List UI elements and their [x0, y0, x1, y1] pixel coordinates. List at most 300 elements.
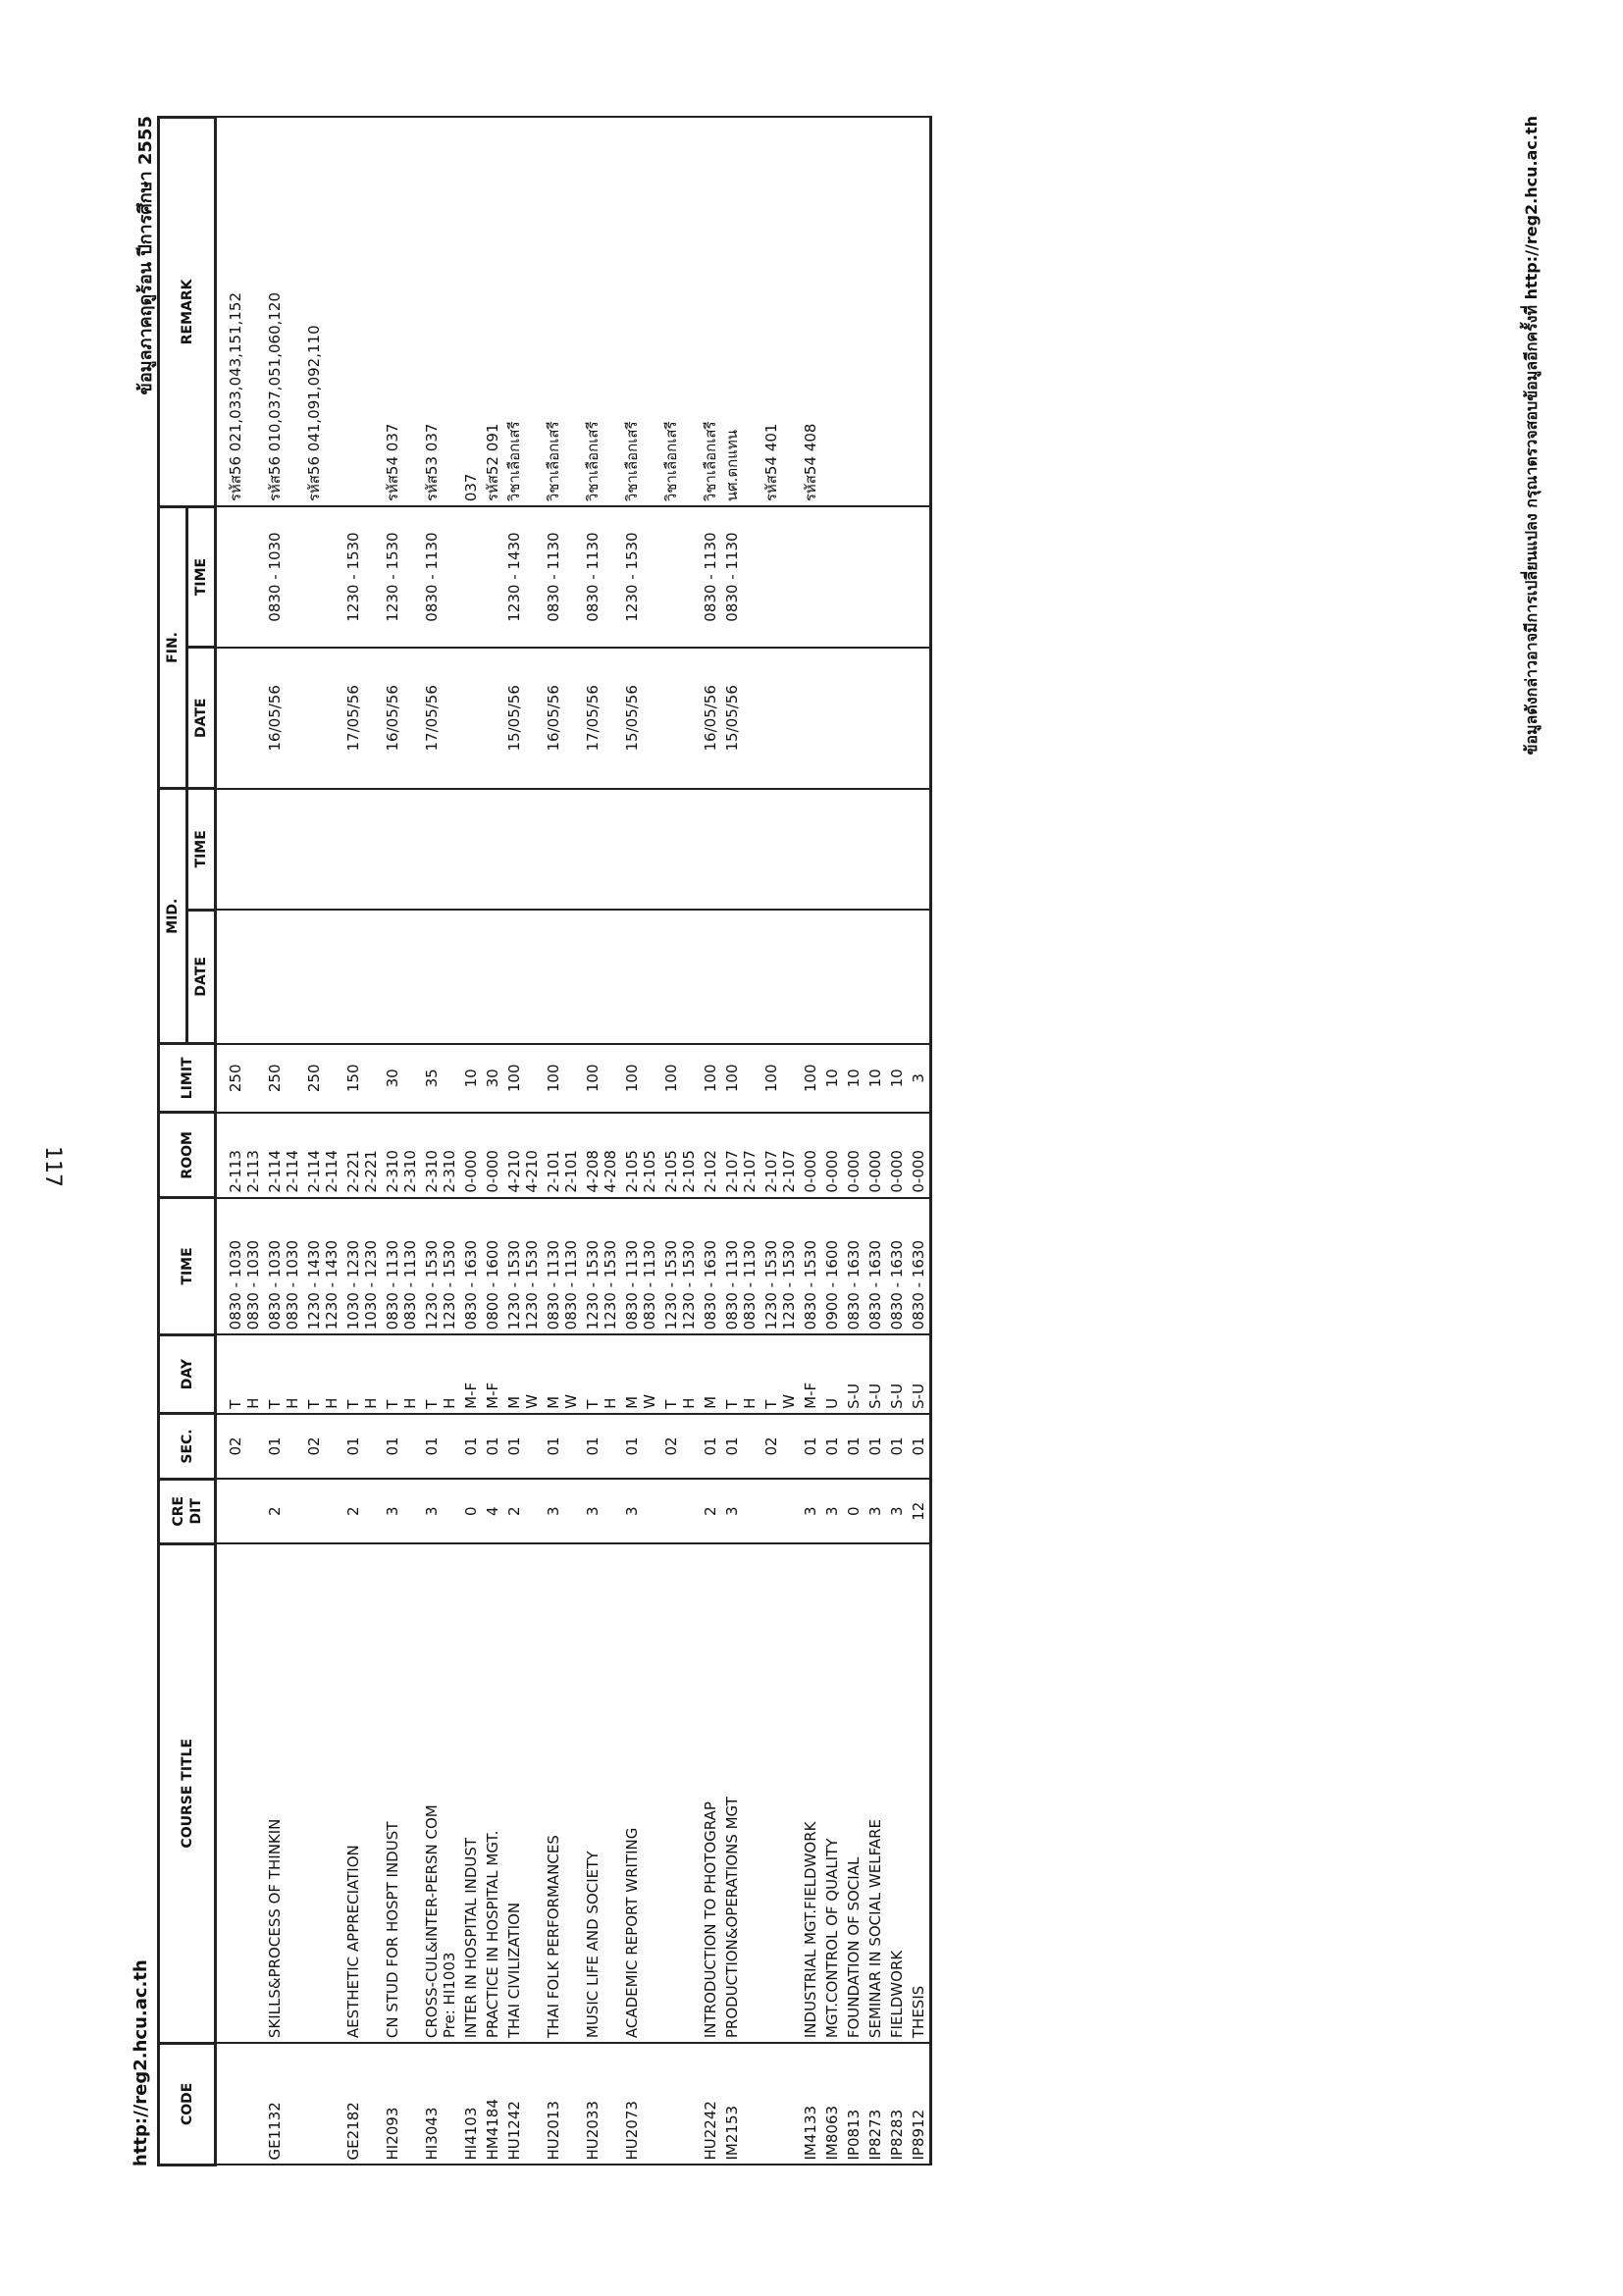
- cell-room-line: 2-221: [362, 1150, 380, 1193]
- cell-code: HU2073: [621, 2043, 660, 2165]
- cell-mid-date: [543, 910, 582, 1044]
- cell-day-line: W: [780, 1394, 798, 1409]
- cell-mid-time: [864, 789, 886, 910]
- cell-day-line: H: [680, 1397, 698, 1409]
- cell-day: [582, 1334, 621, 1414]
- cell-remark: [342, 118, 382, 507]
- cell-credit: 3: [821, 1479, 843, 1543]
- table-row: [216, 118, 265, 2166]
- page-number: 117: [40, 1146, 65, 1187]
- cell-sec: 01: [503, 1414, 543, 1479]
- cell-day: [700, 1334, 721, 1414]
- cell-mid-time: [543, 789, 582, 910]
- cell-time-line: 0830 - 1130: [641, 1240, 658, 1331]
- cell-limit: 10: [460, 1044, 482, 1113]
- cell-time-line: 0830 - 1530: [802, 1240, 819, 1331]
- cell-room: [864, 1113, 886, 1198]
- cell-mid-date: [382, 910, 421, 1044]
- cell-time: [421, 1198, 460, 1335]
- cell-remark: รหัส53 037: [421, 118, 460, 507]
- cell-fin-time: [660, 506, 700, 648]
- cell-title: AESTHETIC APPRECIATION: [342, 1543, 382, 2043]
- cell-fin-time: [886, 506, 908, 648]
- cell-time: [482, 1198, 503, 1335]
- cell-room: [382, 1113, 421, 1198]
- cell-code: IM8063: [821, 2043, 843, 2165]
- cell-mid-date: [886, 910, 908, 1044]
- cell-time-line: 1030 - 1230: [344, 1240, 362, 1331]
- cell-day-line: S-U: [888, 1383, 906, 1409]
- cell-time-line: 0830 - 1630: [845, 1240, 863, 1331]
- table-body: [216, 118, 931, 2166]
- cell-title: INTRODUCTION TO PHOTOGRAP: [700, 1543, 721, 2043]
- cell-day-line: T: [584, 1399, 602, 1409]
- cell-day-line: T: [266, 1399, 284, 1409]
- cell-room-line: 2-107: [762, 1150, 780, 1193]
- table-row: [503, 118, 543, 2166]
- cell-remark: วิชาเลือกเสรี: [582, 118, 621, 507]
- cell-room: [264, 1113, 303, 1198]
- cell-remark: วิชาเลือกเสรี: [503, 118, 543, 507]
- cell-day: [908, 1334, 931, 1414]
- cell-time-line: 0830 - 1130: [741, 1240, 759, 1331]
- cell-room-line: 2-310: [384, 1150, 401, 1193]
- cell-sec: 01: [460, 1414, 482, 1479]
- cell-credit: 3: [886, 1479, 908, 1543]
- cell-time-line: 0830 - 1630: [910, 1240, 927, 1331]
- table-row: [821, 118, 843, 2166]
- cell-time-line: 1230 - 1530: [505, 1240, 523, 1331]
- cell-mid-time: [482, 789, 503, 910]
- header-url[interactable]: http://reg2.hcu.ac.th: [131, 1959, 151, 2166]
- cell-credit: 3: [582, 1479, 621, 1543]
- cell-credit: 2: [503, 1479, 543, 1543]
- cell-title: [303, 1543, 342, 2043]
- cell-fin-time: [821, 506, 843, 648]
- cell-time: [800, 1198, 821, 1335]
- cell-remark: รหัส54 408: [800, 118, 821, 507]
- cell-room: [843, 1113, 864, 1198]
- cell-mid-time: [503, 789, 543, 910]
- cell-limit: 100: [800, 1044, 821, 1113]
- cell-fin-date: 17/05/56: [582, 648, 621, 789]
- cell-room-line: 2-310: [423, 1150, 441, 1193]
- cell-mid-date: [216, 910, 265, 1044]
- cell-remark: รหัส56 010,037,051,060,120: [264, 118, 303, 507]
- cell-time-line: 0830 - 1130: [384, 1240, 401, 1331]
- cell-room-line: 2-107: [723, 1150, 741, 1193]
- cell-sec: 01: [886, 1414, 908, 1479]
- cell-day: [660, 1334, 700, 1414]
- cell-day-line: M-F: [484, 1382, 501, 1409]
- cell-day-line: S-U: [910, 1383, 927, 1409]
- cell-room-line: 2-113: [227, 1150, 244, 1193]
- col-code: CODE: [159, 2043, 216, 2165]
- cell-sec: 01: [821, 1414, 843, 1479]
- cell-time-line: 0830 - 1630: [702, 1240, 719, 1331]
- cell-credit: 3: [421, 1479, 460, 1543]
- table-row: [800, 118, 821, 2166]
- table-row: [582, 118, 621, 2166]
- cell-code: HU2033: [582, 2043, 621, 2165]
- cell-time-line: 0800 - 1600: [484, 1240, 501, 1331]
- cell-limit: 10: [821, 1044, 843, 1113]
- cell-fin-time: [303, 506, 342, 648]
- cell-time-line: 0830 - 1030: [266, 1240, 284, 1331]
- cell-sec: 02: [660, 1414, 700, 1479]
- cell-room-line: 2-105: [662, 1150, 680, 1193]
- cell-mid-time: [660, 789, 700, 910]
- cell-credit: 3: [382, 1479, 421, 1543]
- cell-fin-date: 17/05/56: [421, 648, 460, 789]
- cell-limit: 250: [264, 1044, 303, 1113]
- cell-limit: 10: [886, 1044, 908, 1113]
- cell-remark: [821, 118, 843, 507]
- cell-sec: 01: [264, 1414, 303, 1479]
- cell-credit: [216, 1479, 265, 1543]
- cell-code: GE1132: [264, 2043, 303, 2165]
- cell-title: INTER IN HOSPITAL INDUST: [460, 1543, 482, 2043]
- cell-code: IP0813: [843, 2043, 864, 2165]
- cell-room-line: 0-000: [802, 1150, 819, 1193]
- cell-code: IP8273: [864, 2043, 886, 2165]
- cell-title-line: Pre: HI1003: [441, 1952, 458, 2039]
- cell-time: [582, 1198, 621, 1335]
- cell-day-line: T: [227, 1399, 244, 1409]
- cell-sec: 01: [582, 1414, 621, 1479]
- cell-sec: 01: [843, 1414, 864, 1479]
- cell-room-line: 2-105: [641, 1150, 658, 1193]
- cell-room-line: 4-208: [602, 1150, 619, 1193]
- cell-fin-time: 1230 - 1530: [382, 506, 421, 648]
- cell-day: [503, 1334, 543, 1414]
- cell-time: [621, 1198, 660, 1335]
- cell-title: SKILLS&PROCESS OF THINKIN: [264, 1543, 303, 2043]
- cell-time-line: 0830 - 1130: [623, 1240, 641, 1331]
- cell-fin-date: 15/05/56: [503, 648, 543, 789]
- cell-time-line: 0830 - 1630: [462, 1240, 480, 1331]
- cell-time-line: 0900 - 1600: [823, 1240, 841, 1331]
- cell-limit: 250: [216, 1044, 265, 1113]
- cell-code: IP8283: [886, 2043, 908, 2165]
- cell-remark: [843, 118, 864, 507]
- cell-mid-date: [460, 910, 482, 1044]
- cell-fin-time: 0830 - 1130: [582, 506, 621, 648]
- cell-fin-date: [303, 648, 342, 789]
- cell-title: MGT.CONTROL OF QUALITY: [821, 1543, 843, 2043]
- cell-title: [216, 1543, 265, 2043]
- cell-title: INDUSTRIAL MGT.FIELDWORK: [800, 1543, 821, 2043]
- cell-day-line: M-F: [802, 1382, 819, 1409]
- cell-mid-date: [482, 910, 503, 1044]
- cell-mid-time: [821, 789, 843, 910]
- cell-fin-time: 1230 - 1430: [503, 506, 543, 648]
- cell-time-line: 1230 - 1530: [680, 1240, 698, 1331]
- table-row: [621, 118, 660, 2166]
- cell-limit: 35: [421, 1044, 460, 1113]
- cell-mid-date: [700, 910, 721, 1044]
- cell-time: [721, 1198, 760, 1335]
- cell-day-line: H: [401, 1397, 419, 1409]
- cell-limit: 100: [621, 1044, 660, 1113]
- col-time: TIME: [159, 1198, 216, 1335]
- cell-fin-time: [843, 506, 864, 648]
- cell-time: [660, 1198, 700, 1335]
- cell-time: [543, 1198, 582, 1335]
- cell-room: [886, 1113, 908, 1198]
- cell-time: [886, 1198, 908, 1335]
- cell-mid-date: [421, 910, 460, 1044]
- cell-room-line: 2-102: [702, 1150, 719, 1193]
- cell-limit: 100: [660, 1044, 700, 1113]
- cell-mid-time: [621, 789, 660, 910]
- col-day: DAY: [159, 1334, 216, 1414]
- cell-code: HM4184: [482, 2043, 503, 2165]
- cell-time-line: 1030 - 1230: [362, 1240, 380, 1331]
- cell-time-line: 1230 - 1530: [762, 1240, 780, 1331]
- cell-mid-time: [421, 789, 460, 910]
- cell-day-line: H: [323, 1397, 340, 1409]
- cell-title: FOUNDATION OF SOCIAL: [843, 1543, 864, 2043]
- cell-fin-date: [800, 648, 821, 789]
- cell-mid-time: [760, 789, 800, 910]
- cell-credit: 12: [908, 1479, 931, 1543]
- cell-day: [821, 1334, 843, 1414]
- table-row: [700, 118, 721, 2166]
- cell-mid-date: [760, 910, 800, 1044]
- cell-remark: [908, 118, 931, 507]
- cell-code: [660, 2043, 700, 2165]
- cell-code: HI3043: [421, 2043, 460, 2165]
- cell-mid-time: [721, 789, 760, 910]
- cell-day-line: M-F: [462, 1382, 480, 1409]
- cell-remark: นศ.ตกแทน: [721, 118, 760, 507]
- cell-fin-time: [908, 506, 931, 648]
- cell-day-line: S-U: [866, 1383, 884, 1409]
- cell-day: [342, 1334, 382, 1414]
- cell-title: SEMINAR IN SOCIAL WELFARE: [864, 1543, 886, 2043]
- cell-room-line: 2-105: [623, 1150, 641, 1193]
- cell-fin-date: 16/05/56: [264, 648, 303, 789]
- cell-mid-time: [843, 789, 864, 910]
- cell-fin-time: 0830 - 1130: [421, 506, 460, 648]
- cell-limit: 10: [864, 1044, 886, 1113]
- cell-credit: 4: [482, 1479, 503, 1543]
- cell-day-line: W: [523, 1394, 541, 1409]
- cell-day: [482, 1334, 503, 1414]
- cell-code: IP8912: [908, 2043, 931, 2165]
- cell-mid-time: [886, 789, 908, 910]
- cell-day: [721, 1334, 760, 1414]
- cell-day: [843, 1334, 864, 1414]
- cell-credit: 2: [342, 1479, 382, 1543]
- cell-time-line: 1230 - 1530: [423, 1240, 441, 1331]
- cell-room-line: 4-210: [505, 1150, 523, 1193]
- cell-mid-date: [342, 910, 382, 1044]
- cell-day-line: H: [284, 1397, 301, 1409]
- cell-day-line: H: [602, 1397, 619, 1409]
- cell-fin-time: [216, 506, 265, 648]
- cell-limit: 10: [843, 1044, 864, 1113]
- cell-sec: 01: [908, 1414, 931, 1479]
- cell-code: GE2182: [342, 2043, 382, 2165]
- cell-code: IM2153: [721, 2043, 760, 2165]
- cell-mid-time: [908, 789, 931, 910]
- table-row: [543, 118, 582, 2166]
- cell-mid-time: [216, 789, 265, 910]
- col-credit: CRE DIT: [159, 1479, 216, 1543]
- cell-remark: วิชาเลือกเสรี: [660, 118, 700, 507]
- col-fin: FIN.: [159, 506, 187, 789]
- cell-room: [908, 1113, 931, 1198]
- cell-title: FIELDWORK: [886, 1543, 908, 2043]
- col-remark: REMARK: [159, 118, 216, 507]
- cell-fin-time: 0830 - 1130: [721, 506, 760, 648]
- cell-day-line: U: [823, 1397, 841, 1409]
- table-row: [760, 118, 800, 2166]
- table-row: [264, 118, 303, 2166]
- cell-mid-time: [460, 789, 482, 910]
- table-row: [303, 118, 342, 2166]
- cell-day-line: W: [641, 1394, 658, 1409]
- cell-time: [264, 1198, 303, 1335]
- cell-title: MUSIC LIFE AND SOCIETY: [582, 1543, 621, 2043]
- cell-fin-date: [482, 648, 503, 789]
- cell-room: [342, 1113, 382, 1198]
- cell-mid-date: [800, 910, 821, 1044]
- cell-fin-date: 16/05/56: [382, 648, 421, 789]
- cell-credit: [660, 1479, 700, 1543]
- cell-title: THESIS: [908, 1543, 931, 2043]
- cell-day: [800, 1334, 821, 1414]
- cell-code: HU1242: [503, 2043, 543, 2165]
- cell-day: [460, 1334, 482, 1414]
- cell-credit: 3: [543, 1479, 582, 1543]
- cell-room-line: 2-105: [680, 1150, 698, 1193]
- rotated-page-content: [125, 116, 1557, 2166]
- course-schedule-table: [157, 116, 932, 2166]
- cell-time-line: 1230 - 1530: [441, 1240, 458, 1331]
- cell-fin-time: [460, 506, 482, 648]
- cell-remark: 037: [460, 118, 482, 507]
- cell-limit: 30: [482, 1044, 503, 1113]
- cell-mid-time: [303, 789, 342, 910]
- cell-fin-date: [886, 648, 908, 789]
- cell-credit: 3: [621, 1479, 660, 1543]
- cell-day-line: M: [545, 1395, 562, 1409]
- cell-code: IM4133: [800, 2043, 821, 2165]
- cell-credit: 3: [800, 1479, 821, 1543]
- cell-day: [303, 1334, 342, 1414]
- cell-fin-date: [760, 648, 800, 789]
- table-row: [721, 118, 760, 2166]
- cell-time: [700, 1198, 721, 1335]
- col-mid-date: DATE: [187, 910, 216, 1044]
- cell-fin-date: [864, 648, 886, 789]
- cell-time: [342, 1198, 382, 1335]
- cell-room: [821, 1113, 843, 1198]
- cell-fin-date: 17/05/56: [342, 648, 382, 789]
- cell-room-line: 2-221: [344, 1150, 362, 1193]
- cell-room: [216, 1113, 265, 1198]
- cell-sec: 01: [800, 1414, 821, 1479]
- cell-time: [908, 1198, 931, 1335]
- cell-mid-date: [303, 910, 342, 1044]
- cell-room-line: 0-000: [484, 1150, 501, 1193]
- cell-fin-time: 0830 - 1130: [700, 506, 721, 648]
- cell-credit: 3: [864, 1479, 886, 1543]
- cell-day-line: W: [562, 1394, 580, 1409]
- cell-day-line: H: [741, 1397, 759, 1409]
- cell-time-line: 0830 - 1130: [723, 1240, 741, 1331]
- cell-mid-date: [821, 910, 843, 1044]
- cell-room: [800, 1113, 821, 1198]
- cell-mid-time: [342, 789, 382, 910]
- cell-room-line: 2-101: [562, 1150, 580, 1193]
- cell-remark: รหัส56 041,091,092,110: [303, 118, 342, 507]
- cell-time-line: 1230 - 1530: [584, 1240, 602, 1331]
- cell-time-line: 1230 - 1530: [523, 1240, 541, 1331]
- cell-time-line: 0830 - 1130: [545, 1240, 562, 1331]
- cell-day: [264, 1334, 303, 1414]
- cell-remark: รหัส56 021,033,043,151,152: [216, 118, 265, 507]
- table-row: [886, 118, 908, 2166]
- cell-credit: 3: [721, 1479, 760, 1543]
- cell-credit: 2: [700, 1479, 721, 1543]
- table-row: [864, 118, 886, 2166]
- cell-fin-time: [760, 506, 800, 648]
- cell-remark: รหัส54 037: [382, 118, 421, 507]
- cell-mid-date: [503, 910, 543, 1044]
- cell-remark: วิชาเลือกเสรี: [621, 118, 660, 507]
- cell-fin-date: 16/05/56: [543, 648, 582, 789]
- cell-mid-time: [582, 789, 621, 910]
- cell-remark: [864, 118, 886, 507]
- cell-time: [460, 1198, 482, 1335]
- cell-fin-time: 1230 - 1530: [621, 506, 660, 648]
- cell-day-line: H: [244, 1397, 262, 1409]
- page-header: [125, 116, 160, 2166]
- cell-day: [621, 1334, 660, 1414]
- cell-time: [843, 1198, 864, 1335]
- cell-room: [303, 1113, 342, 1198]
- cell-fin-time: 0830 - 1130: [543, 506, 582, 648]
- col-mid: MID.: [159, 789, 187, 1044]
- cell-fin-date: [843, 648, 864, 789]
- cell-room: [660, 1113, 700, 1198]
- cell-day: [216, 1334, 265, 1414]
- cell-day-line: T: [762, 1399, 780, 1409]
- cell-day-line: T: [305, 1399, 323, 1409]
- cell-fin-time: [482, 506, 503, 648]
- cell-credit: [303, 1479, 342, 1543]
- cell-fin-date: [660, 648, 700, 789]
- cell-limit: 250: [303, 1044, 342, 1113]
- cell-title: PRODUCTION&OPERATIONS MGT: [721, 1543, 760, 2043]
- cell-title: THAI FOLK PERFORMANCES: [543, 1543, 582, 2043]
- cell-limit: 100: [503, 1044, 543, 1113]
- cell-mid-date: [264, 910, 303, 1044]
- cell-day-line: H: [362, 1397, 380, 1409]
- cell-day-line: S-U: [845, 1383, 863, 1409]
- cell-room-line: 2-114: [305, 1150, 323, 1193]
- cell-room-line: 2-114: [266, 1150, 284, 1193]
- cell-fin-date: [460, 648, 482, 789]
- cell-sec: 01: [421, 1414, 460, 1479]
- cell-room: [721, 1113, 760, 1198]
- cell-room-line: 0-000: [910, 1150, 927, 1193]
- cell-mid-date: [721, 910, 760, 1044]
